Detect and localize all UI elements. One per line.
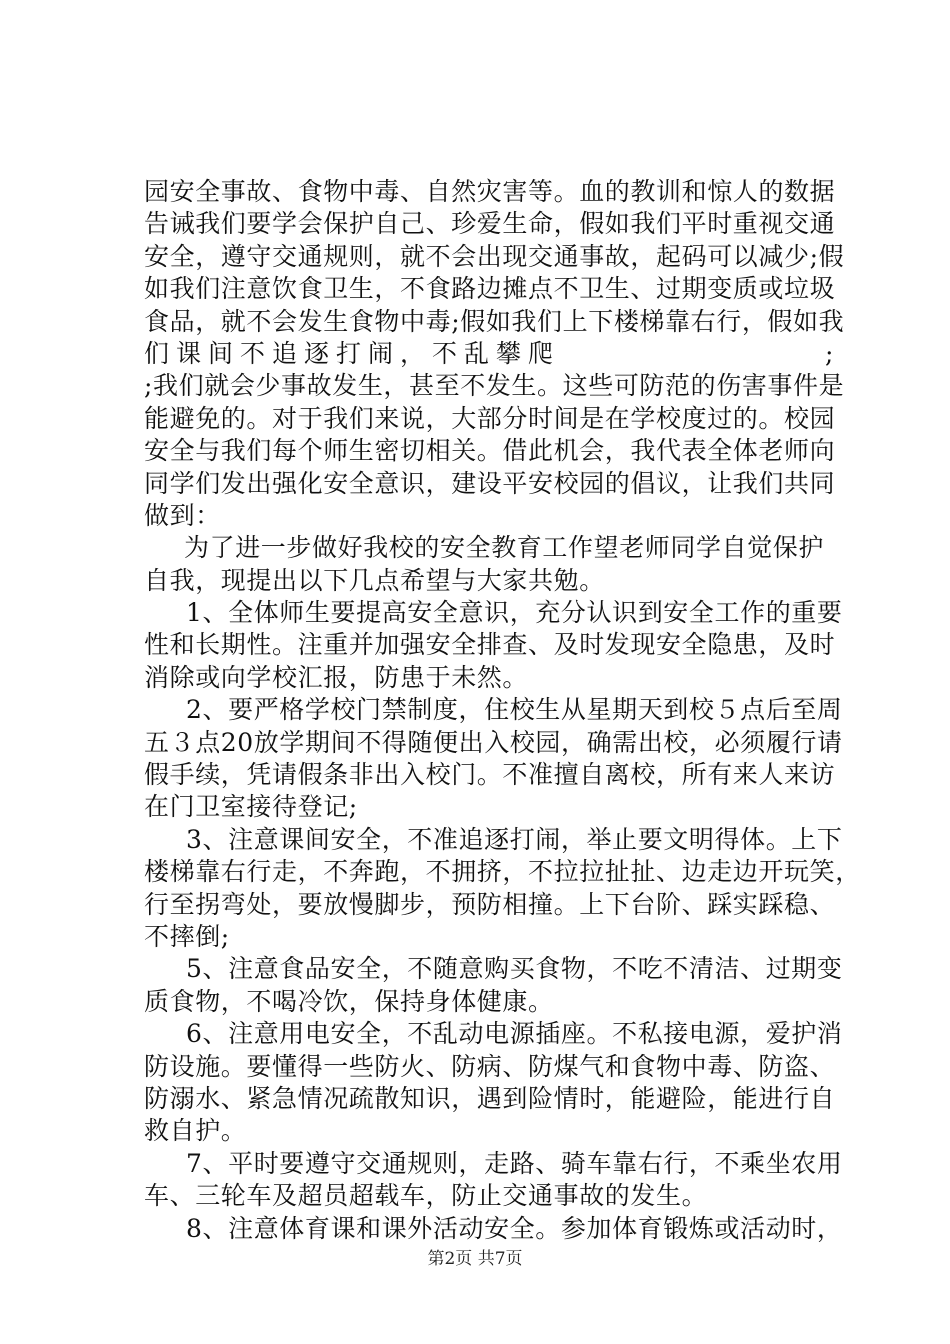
paragraph-first-line: 6、注意用电安全，不乱动电源插座。不私接电源，爱护消 [186, 1019, 843, 1049]
text-line: 楼梯靠右行走，不奔跑，不拥挤，不拉拉扯扯、边走边开玩笑， [144, 857, 861, 887]
text-line: 不摔倒; [144, 921, 230, 951]
text-line: 防溺水、紧急情况疏散知识，遇到险情时，能避险，能进行自 [144, 1083, 836, 1113]
body-text [144, 176, 861, 1245]
text-line: 自我，现提出以下几点希望与大家共勉。 [144, 565, 605, 595]
page-number: 第2页 共7页 [427, 1249, 523, 1269]
text-line: 车、三轮车及超员超载车，防止交通事故的发生。 [144, 1181, 708, 1211]
text-line: 假手续，凭请假条非出入校门。不准擅自离校，所有来人来访 [144, 760, 836, 790]
paragraph-first-line: 8、注意体育课和课外活动安全。参加体育锻炼或活动时， [186, 1213, 843, 1243]
text-line: 同学们发出强化安全意识，建设平安校园的倡议，让我们共同 [144, 468, 836, 498]
text-line-segment: ; [824, 338, 834, 368]
text-line: 性和长期性。注重并加强安全排查、及时发现安全隐患，及时 [144, 630, 836, 660]
text-line: 园安全事故、食物中毒、自然灾害等。血的教训和惊人的数据 [144, 177, 836, 206]
text-line: 如我们注意饮食卫生，不食路边摊点不卫生、过期变质或垃圾 [144, 274, 836, 304]
paragraph-first-line: 7、平时要遵守交通规则，走路、骑车靠右行，不乘坐农用 [186, 1148, 843, 1178]
paragraph-first-line: 3、注意课间安全，不准追逐打闹，举止要文明得体。上下 [186, 824, 843, 854]
text-line: 行至拐弯处，要放慢脚步，预防相撞。上下台阶、踩实踩稳、 [144, 889, 836, 919]
text-line: 五３点20放学期间不得随便出入校园，确需出校，必须履行请 [144, 727, 843, 757]
text-line: 做到： [144, 500, 221, 530]
text-line: 安全与我们每个师生密切相关。借此机会，我代表全体老师向 [144, 436, 836, 466]
text-line: 救自护。 [144, 1116, 247, 1146]
text-line: 在门卫室接待登记; [144, 792, 358, 822]
page-footer [0, 1244, 950, 1269]
paragraph-first-line: 为了进一步做好我校的安全教育工作望老师同学自觉保护 [184, 533, 825, 563]
text-line-justified [144, 338, 834, 370]
text-line: 消除或向学校汇报，防患于未然。 [144, 662, 529, 692]
paragraph-first-line: 5、注意食品安全，不随意购买食物，不吃不清洁、过期变 [186, 954, 843, 984]
text-line: ;我们就会少事故发生，甚至不发生。这些可防范的伤害事件是 [144, 371, 845, 401]
text-line: 告诫我们要学会保护自己、珍爱生命，假如我们平时重视交通 [144, 209, 836, 239]
text-line: 防设施。要懂得一些防火、防病、防煤气和食物中毒、防盗、 [144, 1051, 836, 1081]
text-line: 食品，就不会发生食物中毒;假如我们上下楼梯靠右行，假如我 [144, 306, 845, 336]
text-line: 能避免的。对于我们来说，大部分时间是在学校度过的。校园 [144, 403, 836, 433]
paragraph-first-line: 1、全体师生要提高安全意识，充分认识到安全工作的重要 [186, 598, 843, 628]
paragraph-first-line: 2、要严格学校门禁制度，住校生从星期天到校５点后至周 [186, 695, 843, 725]
text-line-segment: 们课间不追逐打闹，不乱攀爬 [144, 338, 561, 368]
text-line: 安全，遵守交通规则，就不会出现交通事故，起码可以减少;假 [144, 241, 845, 271]
text-line: 质食物，不喝冷饮，保持身体健康。 [144, 986, 554, 1016]
